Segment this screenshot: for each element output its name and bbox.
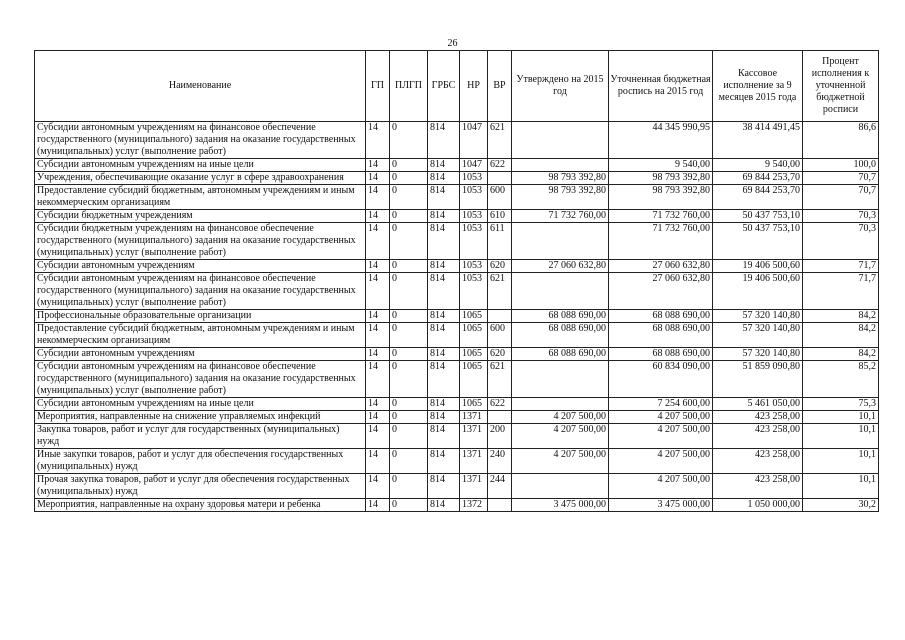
cell-plgp: 0 — [390, 223, 428, 260]
cell-plgp: 0 — [390, 361, 428, 398]
cell-np: 1053 — [460, 172, 488, 185]
cell-plgp: 0 — [390, 122, 428, 159]
cell-name: Субсидии автономным учреждениям на финансовое обеспечение государственного (муниципального) задания на оказание государственных (муниципальных) услуг (выполнение работ) — [35, 273, 366, 310]
table-row — [35, 210, 879, 223]
cell-cash: 19 406 500,60 — [713, 260, 803, 273]
cell-vr: 240 — [488, 449, 512, 474]
cell-vr — [488, 499, 512, 512]
header-row — [35, 51, 879, 122]
cell-np: 1053 — [460, 185, 488, 210]
cell-cash: 38 414 491,45 — [713, 122, 803, 159]
cell-gp: 14 — [366, 474, 390, 499]
cell-refined: 71 732 760,00 — [609, 223, 713, 260]
cell-plgp: 0 — [390, 424, 428, 449]
table-row — [35, 223, 879, 260]
cell-gp: 14 — [366, 310, 390, 323]
cell-cash: 5 461 050,00 — [713, 398, 803, 411]
cell-vr: 600 — [488, 185, 512, 210]
cell-grbs: 814 — [428, 223, 460, 260]
cell-name: Иные закупки товаров, работ и услуг для обеспечения государственных (муниципальных) нужд — [35, 449, 366, 474]
cell-name: Субсидии автономным учреждениям — [35, 348, 366, 361]
cell-grbs: 814 — [428, 411, 460, 424]
cell-grbs: 814 — [428, 172, 460, 185]
cell-approved: 68 088 690,00 — [512, 323, 609, 348]
cell-percent: 10,1 — [803, 424, 879, 449]
cell-refined: 68 088 690,00 — [609, 310, 713, 323]
cell-refined: 68 088 690,00 — [609, 323, 713, 348]
header-name: Наименование — [35, 51, 366, 122]
cell-percent: 10,1 — [803, 449, 879, 474]
cell-cash: 50 437 753,10 — [713, 223, 803, 260]
cell-gp: 14 — [366, 398, 390, 411]
cell-percent: 86,6 — [803, 122, 879, 159]
table-row — [35, 449, 879, 474]
cell-name: Предоставление субсидий бюджетным, автономным учреждениям и иным некоммерческим организациям — [35, 323, 366, 348]
cell-cash: 51 859 090,80 — [713, 361, 803, 398]
cell-gp: 14 — [366, 122, 390, 159]
cell-np: 1065 — [460, 398, 488, 411]
cell-plgp: 0 — [390, 260, 428, 273]
cell-refined: 9 540,00 — [609, 159, 713, 172]
cell-name: Предоставление субсидий бюджетным, автономным учреждениям и иным некоммерческим организациям — [35, 185, 366, 210]
cell-approved: 68 088 690,00 — [512, 348, 609, 361]
cell-grbs: 814 — [428, 122, 460, 159]
cell-vr — [488, 411, 512, 424]
cell-vr: 244 — [488, 474, 512, 499]
cell-approved — [512, 223, 609, 260]
cell-plgp: 0 — [390, 499, 428, 512]
table-row — [35, 474, 879, 499]
cell-grbs: 814 — [428, 185, 460, 210]
cell-gp: 14 — [366, 323, 390, 348]
cell-percent: 10,1 — [803, 474, 879, 499]
table-row — [35, 185, 879, 210]
cell-plgp: 0 — [390, 474, 428, 499]
cell-approved — [512, 474, 609, 499]
cell-refined: 4 207 500,00 — [609, 424, 713, 449]
cell-approved: 68 088 690,00 — [512, 310, 609, 323]
cell-name: Учреждения, обеспечивающие оказание услуг в сфере здравоохранения — [35, 172, 366, 185]
cell-vr: 200 — [488, 424, 512, 449]
cell-plgp: 0 — [390, 411, 428, 424]
table-row — [35, 398, 879, 411]
cell-np: 1053 — [460, 210, 488, 223]
table-row — [35, 323, 879, 348]
cell-approved: 3 475 000,00 — [512, 499, 609, 512]
cell-name: Субсидии автономным учреждениям на финансовое обеспечение государственного (муниципального) задания на оказание государственных (муниципальных) услуг (выполнение работ) — [35, 122, 366, 159]
cell-percent: 71,7 — [803, 260, 879, 273]
cell-refined: 98 793 392,80 — [609, 185, 713, 210]
table-row — [35, 424, 879, 449]
table-row — [35, 310, 879, 323]
table-row — [35, 172, 879, 185]
cell-cash: 50 437 753,10 — [713, 210, 803, 223]
cell-np: 1371 — [460, 424, 488, 449]
cell-percent: 85,2 — [803, 361, 879, 398]
cell-plgp: 0 — [390, 398, 428, 411]
cell-approved: 4 207 500,00 — [512, 424, 609, 449]
cell-cash: 423 258,00 — [713, 449, 803, 474]
cell-refined: 4 207 500,00 — [609, 411, 713, 424]
cell-refined: 27 060 632,80 — [609, 260, 713, 273]
table-row — [35, 159, 879, 172]
cell-grbs: 814 — [428, 474, 460, 499]
cell-cash: 69 844 253,70 — [713, 185, 803, 210]
header-np: НР — [460, 51, 488, 122]
budget-table — [34, 50, 879, 512]
cell-np: 1371 — [460, 411, 488, 424]
cell-gp: 14 — [366, 361, 390, 398]
cell-grbs: 814 — [428, 323, 460, 348]
cell-percent: 84,2 — [803, 323, 879, 348]
cell-name: Мероприятия, направленные на охрану здоровья матери и ребенка — [35, 499, 366, 512]
cell-cash: 9 540,00 — [713, 159, 803, 172]
cell-name: Мероприятия, направленные на снижение управляемых инфекций — [35, 411, 366, 424]
cell-plgp: 0 — [390, 323, 428, 348]
cell-np: 1065 — [460, 310, 488, 323]
header-grbs: ГРБС — [428, 51, 460, 122]
cell-percent: 70,7 — [803, 172, 879, 185]
header-refined: Уточненная бюджетная роспись на 2015 год — [609, 51, 713, 122]
header-percent: Процент исполнения к уточненной бюджетной росписи — [803, 51, 879, 122]
cell-vr: 622 — [488, 398, 512, 411]
cell-gp: 14 — [366, 424, 390, 449]
cell-refined: 7 254 600,00 — [609, 398, 713, 411]
cell-percent: 75,3 — [803, 398, 879, 411]
cell-gp: 14 — [366, 348, 390, 361]
cell-gp: 14 — [366, 172, 390, 185]
cell-gp: 14 — [366, 159, 390, 172]
cell-name: Субсидии бюджетным учреждениям на финансовое обеспечение государственного (муниципального) задания на оказание государственных (муниципальных) услуг (выполнение работ) — [35, 223, 366, 260]
cell-percent: 70,3 — [803, 223, 879, 260]
cell-name: Прочая закупка товаров, работ и услуг для обеспечения государственных (муниципальных) нужд — [35, 474, 366, 499]
cell-gp: 14 — [366, 273, 390, 310]
cell-name: Субсидии автономным учреждениям на иные цели — [35, 398, 366, 411]
header-cash: Кассовое исполнение за 9 месяцев 2015 года — [713, 51, 803, 122]
cell-percent: 70,3 — [803, 210, 879, 223]
cell-cash: 69 844 253,70 — [713, 172, 803, 185]
cell-vr: 621 — [488, 122, 512, 159]
cell-grbs: 814 — [428, 210, 460, 223]
cell-plgp: 0 — [390, 348, 428, 361]
cell-grbs: 814 — [428, 499, 460, 512]
cell-grbs: 814 — [428, 348, 460, 361]
cell-gp: 14 — [366, 223, 390, 260]
table-row — [35, 260, 879, 273]
cell-refined: 4 207 500,00 — [609, 474, 713, 499]
cell-plgp: 0 — [390, 310, 428, 323]
cell-percent: 30,2 — [803, 499, 879, 512]
cell-np: 1371 — [460, 474, 488, 499]
cell-gp: 14 — [366, 260, 390, 273]
cell-vr: 611 — [488, 223, 512, 260]
cell-vr — [488, 310, 512, 323]
cell-percent: 100,0 — [803, 159, 879, 172]
cell-refined: 68 088 690,00 — [609, 348, 713, 361]
header-plgp: ПЛГП — [390, 51, 428, 122]
cell-np: 1053 — [460, 273, 488, 310]
cell-vr — [488, 172, 512, 185]
cell-grbs: 814 — [428, 159, 460, 172]
page-number: 26 — [447, 38, 458, 49]
cell-plgp: 0 — [390, 172, 428, 185]
table-row — [35, 348, 879, 361]
table-row — [35, 361, 879, 398]
cell-np: 1047 — [460, 159, 488, 172]
cell-cash: 57 320 140,80 — [713, 348, 803, 361]
cell-approved — [512, 361, 609, 398]
cell-name: Субсидии бюджетным учреждениям — [35, 210, 366, 223]
cell-grbs: 814 — [428, 449, 460, 474]
table-row — [35, 499, 879, 512]
cell-name: Закупка товаров, работ и услуг для государственных (муниципальных) нужд — [35, 424, 366, 449]
cell-refined: 71 732 760,00 — [609, 210, 713, 223]
cell-vr: 620 — [488, 260, 512, 273]
cell-cash: 423 258,00 — [713, 474, 803, 499]
cell-name: Субсидии автономным учреждениям на иные цели — [35, 159, 366, 172]
cell-plgp: 0 — [390, 185, 428, 210]
cell-approved: 27 060 632,80 — [512, 260, 609, 273]
cell-np: 1065 — [460, 323, 488, 348]
cell-refined: 4 207 500,00 — [609, 449, 713, 474]
cell-vr: 621 — [488, 361, 512, 398]
cell-gp: 14 — [366, 210, 390, 223]
cell-plgp: 0 — [390, 449, 428, 474]
cell-grbs: 814 — [428, 361, 460, 398]
cell-percent: 84,2 — [803, 310, 879, 323]
cell-gp: 14 — [366, 411, 390, 424]
cell-approved — [512, 159, 609, 172]
cell-approved: 98 793 392,80 — [512, 172, 609, 185]
cell-approved: 4 207 500,00 — [512, 411, 609, 424]
cell-np: 1053 — [460, 260, 488, 273]
cell-grbs: 814 — [428, 424, 460, 449]
cell-percent: 70,7 — [803, 185, 879, 210]
cell-approved — [512, 273, 609, 310]
cell-approved: 71 732 760,00 — [512, 210, 609, 223]
cell-cash: 19 406 500,60 — [713, 273, 803, 310]
cell-vr: 600 — [488, 323, 512, 348]
cell-grbs: 814 — [428, 260, 460, 273]
header-vr: ВР — [488, 51, 512, 122]
cell-approved: 98 793 392,80 — [512, 185, 609, 210]
cell-name: Субсидии автономным учреждениям на финансовое обеспечение государственного (муниципального) задания на оказание государственных (муниципальных) услуг (выполнение работ) — [35, 361, 366, 398]
cell-gp: 14 — [366, 449, 390, 474]
cell-plgp: 0 — [390, 210, 428, 223]
cell-approved — [512, 122, 609, 159]
cell-plgp: 0 — [390, 273, 428, 310]
cell-np: 1065 — [460, 361, 488, 398]
cell-vr: 622 — [488, 159, 512, 172]
cell-refined: 44 345 990,95 — [609, 122, 713, 159]
cell-percent: 10,1 — [803, 411, 879, 424]
header-gp: ГП — [366, 51, 390, 122]
table-row — [35, 411, 879, 424]
cell-refined: 98 793 392,80 — [609, 172, 713, 185]
cell-percent: 71,7 — [803, 273, 879, 310]
cell-plgp: 0 — [390, 159, 428, 172]
cell-vr: 620 — [488, 348, 512, 361]
cell-grbs: 814 — [428, 398, 460, 411]
cell-np: 1371 — [460, 449, 488, 474]
cell-name: Профессиональные образовательные организации — [35, 310, 366, 323]
cell-approved — [512, 398, 609, 411]
cell-gp: 14 — [366, 499, 390, 512]
cell-refined: 27 060 632,80 — [609, 273, 713, 310]
cell-refined: 60 834 090,00 — [609, 361, 713, 398]
table-row — [35, 122, 879, 159]
table-row — [35, 273, 879, 310]
cell-vr: 621 — [488, 273, 512, 310]
cell-approved: 4 207 500,00 — [512, 449, 609, 474]
cell-gp: 14 — [366, 185, 390, 210]
cell-np: 1372 — [460, 499, 488, 512]
cell-cash: 57 320 140,80 — [713, 310, 803, 323]
table-body — [35, 122, 879, 512]
cell-cash: 423 258,00 — [713, 424, 803, 449]
cell-percent: 84,2 — [803, 348, 879, 361]
cell-cash: 57 320 140,80 — [713, 323, 803, 348]
cell-grbs: 814 — [428, 273, 460, 310]
cell-np: 1047 — [460, 122, 488, 159]
cell-cash: 1 050 000,00 — [713, 499, 803, 512]
cell-name: Субсидии автономным учреждениям — [35, 260, 366, 273]
cell-refined: 3 475 000,00 — [609, 499, 713, 512]
cell-vr: 610 — [488, 210, 512, 223]
cell-cash: 423 258,00 — [713, 411, 803, 424]
header-approved: Утверждено на 2015 год — [512, 51, 609, 122]
cell-np: 1053 — [460, 223, 488, 260]
cell-np: 1065 — [460, 348, 488, 361]
cell-grbs: 814 — [428, 310, 460, 323]
